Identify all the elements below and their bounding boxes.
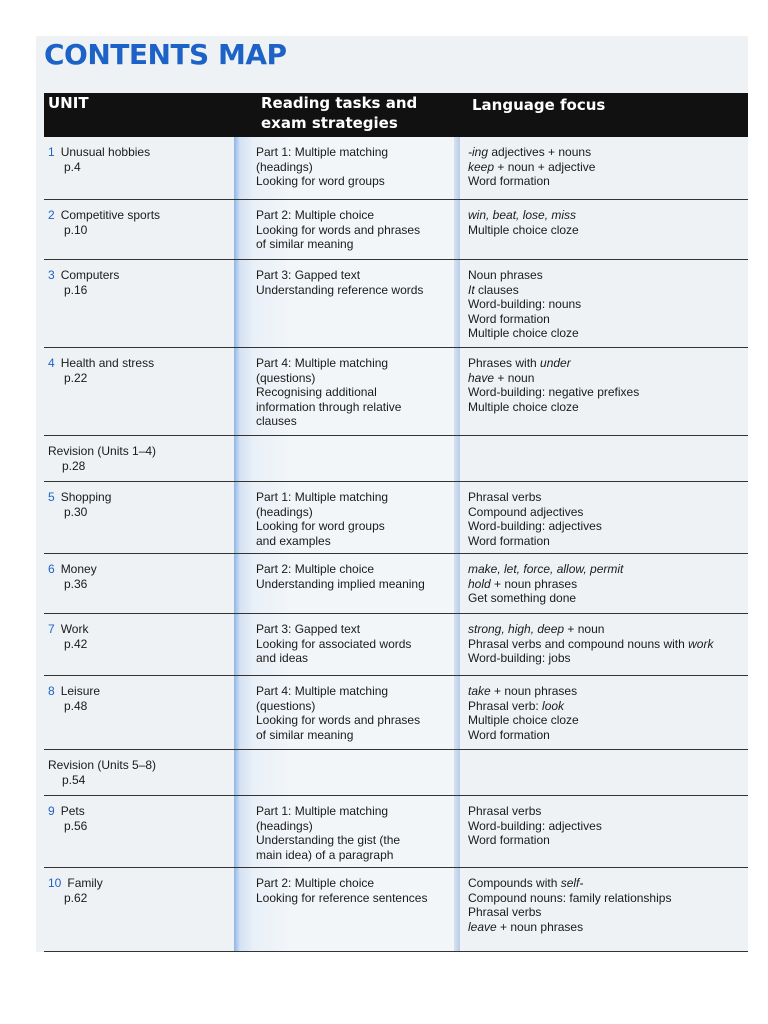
- table-row: [44, 482, 748, 554]
- reading-part: [256, 268, 446, 283]
- language-cell: [468, 622, 748, 666]
- unit-page: p.28: [62, 458, 86, 473]
- unit-cell: [48, 562, 228, 591]
- unit-page: p.10: [64, 222, 88, 237]
- unit-page: p.4: [64, 159, 81, 174]
- language-text: Multiple choice cloze: [468, 222, 579, 237]
- part-task: Multiple matching: [294, 804, 389, 818]
- reading-part: [256, 804, 446, 819]
- language-item: [468, 268, 748, 283]
- part-label: Part 2:: [256, 876, 292, 890]
- language-italic: hold: [468, 576, 491, 591]
- part-task: Multiple choice: [294, 876, 375, 890]
- unit-number: 4: [48, 356, 55, 370]
- language-cell: [468, 562, 748, 606]
- reading-line: of similar meaning: [256, 727, 354, 742]
- reading-line: main idea) of a paragraph: [256, 847, 394, 862]
- language-item: [468, 297, 748, 312]
- reading-part: [256, 208, 446, 223]
- language-text: Phrasal verbs: [468, 490, 542, 504]
- language-item: [468, 713, 748, 728]
- reading-line: Looking for reference sentences: [256, 890, 428, 905]
- reading-part: [256, 684, 446, 699]
- language-item: [468, 637, 748, 652]
- language-italic: self-: [560, 876, 584, 890]
- reading-line: information through relative: [256, 399, 402, 414]
- unit-name: Unusual hobbies: [60, 145, 151, 159]
- language-text: Compounds with: [468, 876, 561, 890]
- unit-cell: [48, 490, 228, 519]
- part-label: Part 1:: [256, 145, 292, 159]
- language-item: [468, 905, 748, 920]
- language-italic: strong, high, deep: [468, 622, 565, 636]
- unit-name: Computers: [60, 268, 120, 282]
- language-text: + noun: [494, 370, 535, 385]
- language-text: + noun phrases: [490, 684, 578, 698]
- reading-line: Looking for associated words: [256, 636, 412, 651]
- reading-line: Understanding the gist (the: [256, 833, 401, 847]
- language-italic: make, let, force, allow, permit: [468, 562, 624, 576]
- language-item: [468, 819, 748, 834]
- reading-line: clauses: [256, 414, 297, 428]
- reading-line: Looking for words and phrases: [256, 222, 421, 237]
- language-item: [468, 804, 748, 819]
- part-label: Part 3:: [256, 622, 292, 636]
- reading-part: [256, 145, 446, 160]
- language-text: Phrasal verbs: [468, 804, 542, 818]
- unit-number: 10: [48, 876, 62, 890]
- language-item: [468, 283, 748, 298]
- language-item: [468, 312, 748, 327]
- language-italic: work: [688, 636, 714, 651]
- reading-part: [256, 490, 446, 505]
- unit-cell: [48, 684, 228, 713]
- page-title: CONTENTS MAP: [44, 38, 287, 71]
- part-label: Part 1:: [256, 490, 292, 504]
- reading-cell: [256, 268, 446, 297]
- part-task: Gapped text: [294, 622, 361, 636]
- reading-line: (headings): [256, 818, 313, 833]
- language-text: Noun phrases: [468, 268, 543, 282]
- unit-page: p.36: [64, 576, 88, 591]
- language-item: [468, 534, 748, 549]
- unit-number: 5: [48, 490, 55, 504]
- unit-page: p.30: [64, 504, 88, 519]
- table-row: [44, 554, 748, 614]
- unit-cell: [48, 444, 228, 473]
- part-task: Multiple choice: [294, 562, 375, 576]
- reading-line: Looking for words and phrases: [256, 713, 421, 727]
- reading-cell: [256, 804, 446, 862]
- unit-page: p.16: [64, 282, 88, 297]
- unit-cell: [48, 758, 228, 787]
- revision-row: [44, 750, 748, 796]
- language-text: clauses: [474, 282, 519, 297]
- language-cell: [468, 208, 748, 237]
- unit-number: 8: [48, 684, 55, 698]
- unit-page: p.42: [64, 636, 88, 651]
- language-item: [468, 208, 748, 223]
- unit-name: Work: [60, 622, 89, 636]
- language-item: [468, 371, 748, 386]
- language-item: [468, 490, 748, 505]
- language-item: [468, 326, 748, 341]
- contents-table: [44, 93, 748, 952]
- part-task: Multiple matching: [294, 356, 389, 370]
- part-label: Part 1:: [256, 804, 292, 818]
- table-row: [44, 348, 748, 436]
- language-text: + noun phrases: [496, 919, 584, 934]
- table-header: [44, 93, 748, 137]
- reading-line: and ideas: [256, 651, 309, 665]
- unit-number: 6: [48, 562, 55, 576]
- language-item: [468, 174, 748, 189]
- unit-name: Leisure: [60, 684, 101, 698]
- reading-cell: [256, 145, 446, 189]
- language-item: [468, 356, 748, 371]
- language-item: [468, 651, 748, 666]
- language-text: Word formation: [468, 311, 550, 326]
- unit-cell: [48, 804, 228, 833]
- unit-name: Family: [67, 876, 103, 890]
- table-row: [44, 676, 748, 750]
- language-text: + noun + adjective: [494, 159, 596, 174]
- language-text: Get something done: [468, 591, 577, 605]
- reading-cell: [256, 562, 446, 591]
- part-task: Multiple choice: [294, 208, 375, 222]
- language-text: Word-building: adjectives: [468, 519, 602, 533]
- header-language: Language focus: [472, 96, 606, 114]
- unit-cell: [48, 145, 228, 174]
- reading-cell: [256, 490, 446, 548]
- table-row: [44, 868, 748, 952]
- language-italic: It: [468, 282, 475, 297]
- language-italic: leave: [468, 919, 497, 934]
- reading-cell: [256, 876, 446, 905]
- language-text: Word-building: nouns: [468, 297, 582, 311]
- unit-cell: [48, 268, 228, 297]
- unit-number: 2: [48, 208, 55, 222]
- language-item: [468, 622, 748, 637]
- table-row: [44, 200, 748, 260]
- part-label: Part 4:: [256, 356, 292, 370]
- unit-name: Competitive sports: [60, 208, 161, 222]
- language-italic: look: [542, 698, 565, 713]
- language-text: Multiple choice cloze: [468, 399, 579, 414]
- language-italic: have: [468, 370, 495, 385]
- language-item: [468, 400, 748, 415]
- part-label: Part 3:: [256, 268, 292, 282]
- part-task: Gapped text: [294, 268, 361, 282]
- language-italic: under: [540, 356, 571, 370]
- unit-page: p.54: [62, 772, 86, 787]
- language-text: Phrases with: [468, 356, 541, 370]
- language-cell: [468, 876, 748, 934]
- table-row: [44, 137, 748, 200]
- language-text: Word formation: [468, 174, 550, 188]
- part-task: Multiple matching: [294, 684, 389, 698]
- reading-cell: [256, 208, 446, 252]
- reading-cell: [256, 684, 446, 742]
- part-label: Part 2:: [256, 208, 292, 222]
- unit-page: p.62: [64, 890, 88, 905]
- language-cell: [468, 490, 748, 548]
- language-item: [468, 728, 748, 743]
- language-text: + noun: [564, 622, 605, 636]
- unit-name: Revision (Units 1–4): [48, 444, 157, 458]
- language-text: Word formation: [468, 533, 550, 548]
- language-text: + noun phrases: [490, 576, 578, 591]
- language-item: [468, 684, 748, 699]
- language-text: Multiple choice cloze: [468, 713, 579, 727]
- reading-part: [256, 562, 446, 577]
- language-italic: take: [468, 684, 491, 698]
- language-item: [468, 385, 748, 400]
- language-text: Word-building: jobs: [468, 651, 571, 665]
- language-item: [468, 833, 748, 848]
- language-text: Word formation: [468, 833, 550, 847]
- unit-page: p.48: [64, 698, 88, 713]
- reading-line: (headings): [256, 504, 313, 519]
- reading-line: Understanding reference words: [256, 282, 424, 297]
- reading-part: [256, 876, 446, 891]
- unit-name: Revision (Units 5–8): [48, 758, 157, 772]
- language-text: Word formation: [468, 727, 550, 742]
- unit-number: 3: [48, 268, 55, 282]
- table-row: [44, 796, 748, 868]
- reading-line: Understanding implied meaning: [256, 576, 425, 591]
- reading-part: [256, 356, 446, 371]
- reading-part: [256, 622, 446, 637]
- language-text: Compound nouns: family relationships: [468, 890, 672, 905]
- unit-number: 9: [48, 804, 55, 818]
- language-item: [468, 519, 748, 534]
- unit-page: p.56: [64, 818, 88, 833]
- reading-line: Looking for word groups: [256, 519, 385, 533]
- language-italic: -ing: [468, 145, 489, 159]
- language-item: [468, 876, 748, 891]
- language-item: [468, 577, 748, 592]
- reading-cell: [256, 356, 446, 429]
- language-item: [468, 591, 748, 606]
- language-item: [468, 562, 748, 577]
- part-label: Part 4:: [256, 684, 292, 698]
- reading-line: and examples: [256, 533, 331, 548]
- language-item: [468, 145, 748, 160]
- language-text: Phrasal verbs: [468, 905, 542, 919]
- unit-cell: [48, 208, 228, 237]
- language-text: Phrasal verbs and compound nouns with: [468, 636, 689, 651]
- unit-cell: [48, 622, 228, 651]
- language-text: Multiple choice cloze: [468, 326, 579, 340]
- unit-cell: [48, 356, 228, 385]
- language-text: Compound adjectives: [468, 504, 584, 519]
- header-reading: Reading tasks and exam strategies: [261, 94, 418, 132]
- language-item: [468, 160, 748, 175]
- language-cell: [468, 268, 748, 341]
- reading-cell: [256, 622, 446, 666]
- language-item: [468, 505, 748, 520]
- table-row: [44, 260, 748, 348]
- language-item: [468, 699, 748, 714]
- revision-row: [44, 436, 748, 482]
- unit-name: Shopping: [60, 490, 112, 504]
- language-text: Phrasal verb:: [468, 698, 543, 713]
- unit-name: Health and stress: [60, 356, 155, 370]
- language-italic: keep: [468, 159, 495, 174]
- unit-name: Money: [60, 562, 97, 576]
- language-item: [468, 891, 748, 906]
- unit-name: Pets: [60, 804, 85, 818]
- language-cell: [468, 684, 748, 742]
- language-cell: [468, 145, 748, 189]
- unit-number: 1: [48, 145, 55, 159]
- reading-line: of similar meaning: [256, 237, 354, 251]
- unit-page: p.22: [64, 370, 88, 385]
- table-row: [44, 614, 748, 676]
- unit-number: 7: [48, 622, 55, 636]
- language-italic: win, beat, lose, miss: [468, 208, 577, 222]
- reading-line: Looking for word groups: [256, 174, 385, 188]
- reading-line: Recognising additional: [256, 385, 377, 399]
- reading-line: (questions): [256, 698, 316, 713]
- language-item: [468, 920, 748, 935]
- language-cell: [468, 356, 748, 414]
- language-item: [468, 223, 748, 238]
- header-unit: UNIT: [48, 94, 89, 112]
- language-cell: [468, 804, 748, 848]
- language-text: adjectives + nouns: [488, 145, 592, 159]
- reading-line: (questions): [256, 370, 316, 385]
- part-label: Part 2:: [256, 562, 292, 576]
- reading-line: (headings): [256, 159, 313, 174]
- part-task: Multiple matching: [294, 490, 389, 504]
- unit-cell: [48, 876, 228, 905]
- part-task: Multiple matching: [294, 145, 389, 159]
- language-text: Word-building: adjectives: [468, 818, 602, 833]
- language-text: Word-building: negative prefixes: [468, 385, 640, 399]
